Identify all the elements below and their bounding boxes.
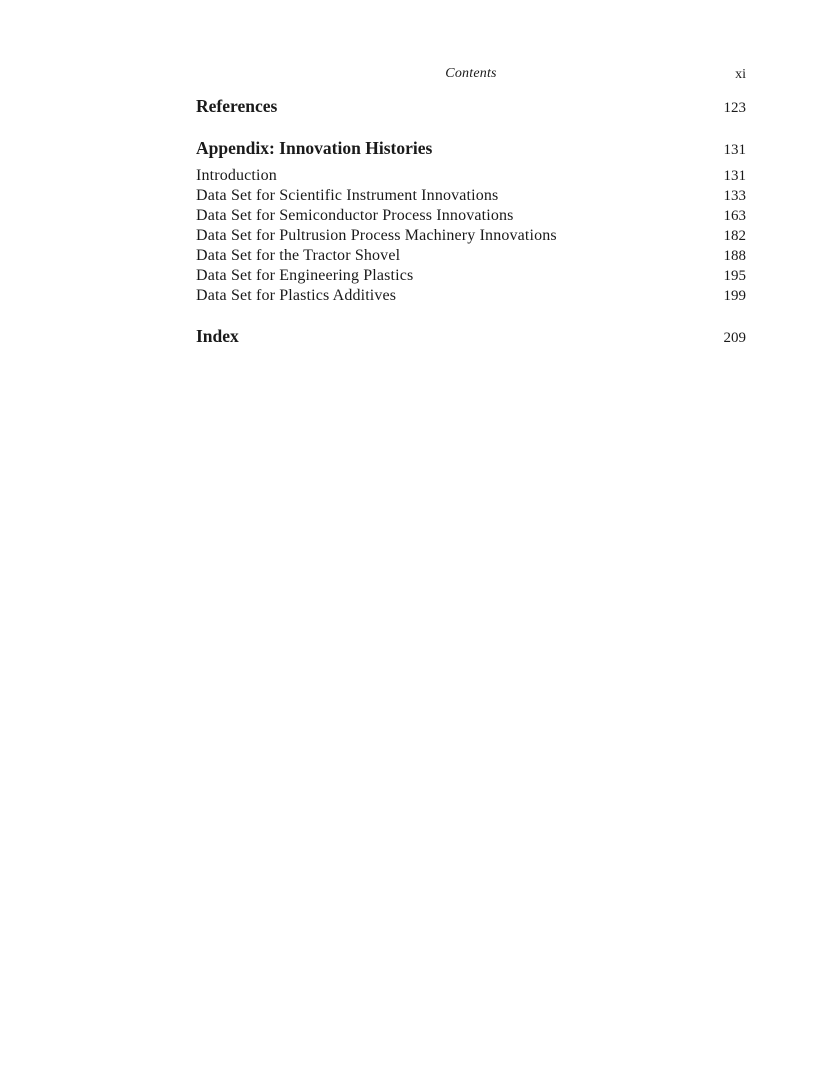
toc-entry: [196, 287, 746, 307]
page-folio: xi: [735, 67, 746, 82]
toc-entry: [196, 207, 746, 227]
toc-heading-page: 209: [723, 330, 746, 346]
toc-section-references: [196, 96, 746, 117]
toc-entry-page: 195: [723, 268, 746, 284]
toc-entry-page: 131: [723, 168, 746, 184]
toc-entry-label: Introduction: [196, 167, 277, 184]
toc-entry-page: 163: [723, 208, 746, 224]
toc-entry: [196, 187, 746, 207]
toc-heading-references: [196, 96, 746, 117]
toc-entry-label: Data Set for the Tractor Shovel: [196, 247, 401, 264]
toc-entry-page: 133: [723, 188, 746, 204]
toc-heading-index: [196, 326, 746, 347]
running-header: [196, 66, 746, 86]
toc-entry-page: 188: [723, 248, 746, 264]
toc-section-index: [196, 326, 746, 347]
toc-entry-page: 182: [723, 228, 746, 244]
toc-entry-label: Data Set for Scientific Instrument Innovations: [196, 187, 499, 204]
toc-heading-label: References: [196, 96, 278, 116]
toc-entry-label: Data Set for Engineering Plastics: [196, 267, 414, 284]
running-head-title: Contents: [445, 66, 497, 81]
toc-entry-label: Data Set for Semiconductor Process Innovations: [196, 207, 514, 224]
toc-section-appendix: [196, 138, 746, 159]
toc-heading-label: Index: [196, 326, 239, 346]
toc-appendix-entries: [196, 167, 746, 307]
toc-heading-page: 123: [723, 100, 746, 116]
toc-entry: [196, 227, 746, 247]
toc-entry: [196, 167, 746, 187]
toc-heading-appendix: [196, 138, 746, 159]
toc-heading-label: Appendix: Innovation Histories: [196, 138, 433, 158]
toc-entry: [196, 267, 746, 287]
toc-entry-label: Data Set for Pultrusion Process Machinery Innovations: [196, 227, 557, 244]
toc-entry-page: 199: [723, 288, 746, 304]
toc-heading-page: 131: [723, 142, 746, 158]
toc-entry: [196, 247, 746, 267]
toc-entry-label: Data Set for Plastics Additives: [196, 287, 397, 304]
